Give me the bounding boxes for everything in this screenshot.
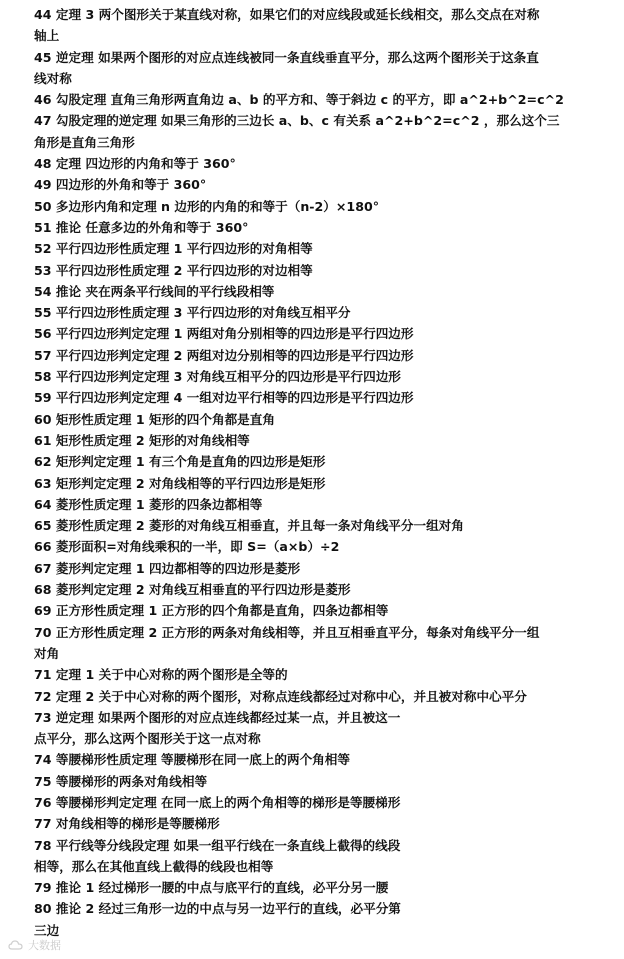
text-line: 线对称 [34,70,72,86]
text-line: 49 四边形的外角和等于 360° [34,177,207,193]
text-line: 46 勾股定理 直角三角形两直角边 a、b 的平方和、等于斜边 c 的平方，即 a^2+b^2=c^2 [34,92,564,108]
text-line: 78 平行线等分线段定理 如果一组平行线在一条直线上截得的线段 [34,837,401,853]
text-line: 56 平行四边形判定定理 1 两组对角分别相等的四边形是平行四边形 [34,326,414,342]
text-line: 54 推论 夹在两条平行线间的平行线段相等 [34,283,275,299]
text-line: 50 多边形内角和定理 n 边形的内角的和等于（n-2）×180° [34,198,380,214]
text-line: 67 菱形判定定理 1 四边都相等的四边形是菱形 [34,560,301,576]
text-line: 61 矩形性质定理 2 矩形的对角线相等 [34,432,250,448]
text-line: 60 矩形性质定理 1 矩形的四个角都是直角 [34,411,275,427]
cloud-logo-icon [8,939,24,951]
text-line: 69 正方形性质定理 1 正方形的四个角都是直角，四条边都相等 [34,603,389,619]
document-body [34,4,594,941]
text-line: 53 平行四边形性质定理 2 平行四边形的对边相等 [34,262,313,278]
text-line: 63 矩形判定定理 2 对角线相等的平行四边形是矩形 [34,475,326,491]
text-line: 44 定理 3 两个图形关于某直线对称，如果它们的对应线段或延长线相交，那么交点在对称 [34,7,540,22]
text-line: 77 对角线相等的梯形是等腰梯形 [34,816,220,832]
text-line: 74 等腰梯形性质定理 等腰梯形在同一底上的两个角相等 [34,752,350,768]
text-line: 68 菱形判定定理 2 对角线互相垂直的平行四边形是菱形 [34,582,351,598]
text-line: 62 矩形判定定理 1 有三个角是直角的四边形是矩形 [34,454,326,470]
text-line: 51 推论 任意多边的外角和等于 360° [34,219,249,235]
text-line: 73 逆定理 如果两个图形的对应点连线都经过某一点，并且被这一 [34,709,401,725]
text-line: 角形是直角三角形 [34,134,135,150]
watermark [8,936,61,954]
text-line: 58 平行四边形判定定理 3 对角线互相平分的四边形是平行四边形 [34,369,401,385]
text-line: 相等，那么在其他直线上截得的线段也相等 [34,858,274,874]
text-line: 55 平行四边形性质定理 3 平行四边形的对角线互相平分 [34,305,351,321]
text-line: 45 逆定理 如果两个图形的对应点连线被同一条直线垂直平分，那么这两个图形关于这条直 [34,49,539,65]
text-line: 70 正方形性质定理 2 正方形的两条对角线相等，并且互相垂直平分，每条对角线平分一组 [34,624,540,640]
text-line: 64 菱形性质定理 1 菱形的四条边都相等 [34,496,263,512]
watermark-text: 大数据 [28,939,61,952]
text-line: 三边 [34,922,60,938]
text-line: 71 定理 1 关于中心对称的两个图形是全等的 [34,667,288,683]
text-line: 点平分，那么这两个图形关于这一点对称 [34,731,261,747]
text-line: 对角 [34,645,60,661]
text-line: 75 等腰梯形的两条对角线相等 [34,773,208,789]
text-line: 65 菱形性质定理 2 菱形的对角线互相垂直，并且每一条对角线平分一组对角 [34,518,464,534]
text-line: 47 勾股定理的逆定理 如果三角形的三边长 a、b、c 有关系 a^2+b^2=c^2 ，那么这个三 [34,113,560,129]
text-line: 52 平行四边形性质定理 1 平行四边形的对角相等 [34,241,313,257]
text-line: 80 推论 2 经过三角形一边的中点与另一边平行的直线，必平分第 [34,901,401,917]
text-line: 79 推论 1 经过梯形一腰的中点与底平行的直线，必平分另一腰 [34,880,389,896]
text-line: 轴上 [34,28,60,44]
text-line: 57 平行四边形判定定理 2 两组对边分别相等的四边形是平行四边形 [34,347,414,363]
text-line: 76 等腰梯形判定定理 在同一底上的两个角相等的梯形是等腰梯形 [34,794,401,810]
text-line: 59 平行四边形判定定理 4 一组对边平行相等的四边形是平行四边形 [34,390,414,406]
text-line: 66 菱形面积=对角线乘积的一半，即 S=（a×b）÷2 [34,539,340,555]
text-line: 72 定理 2 关于中心对称的两个图形，对称点连线都经过对称中心，并且被对称中心平分 [34,688,527,704]
text-line: 48 定理 四边形的内角和等于 360° [34,156,236,172]
